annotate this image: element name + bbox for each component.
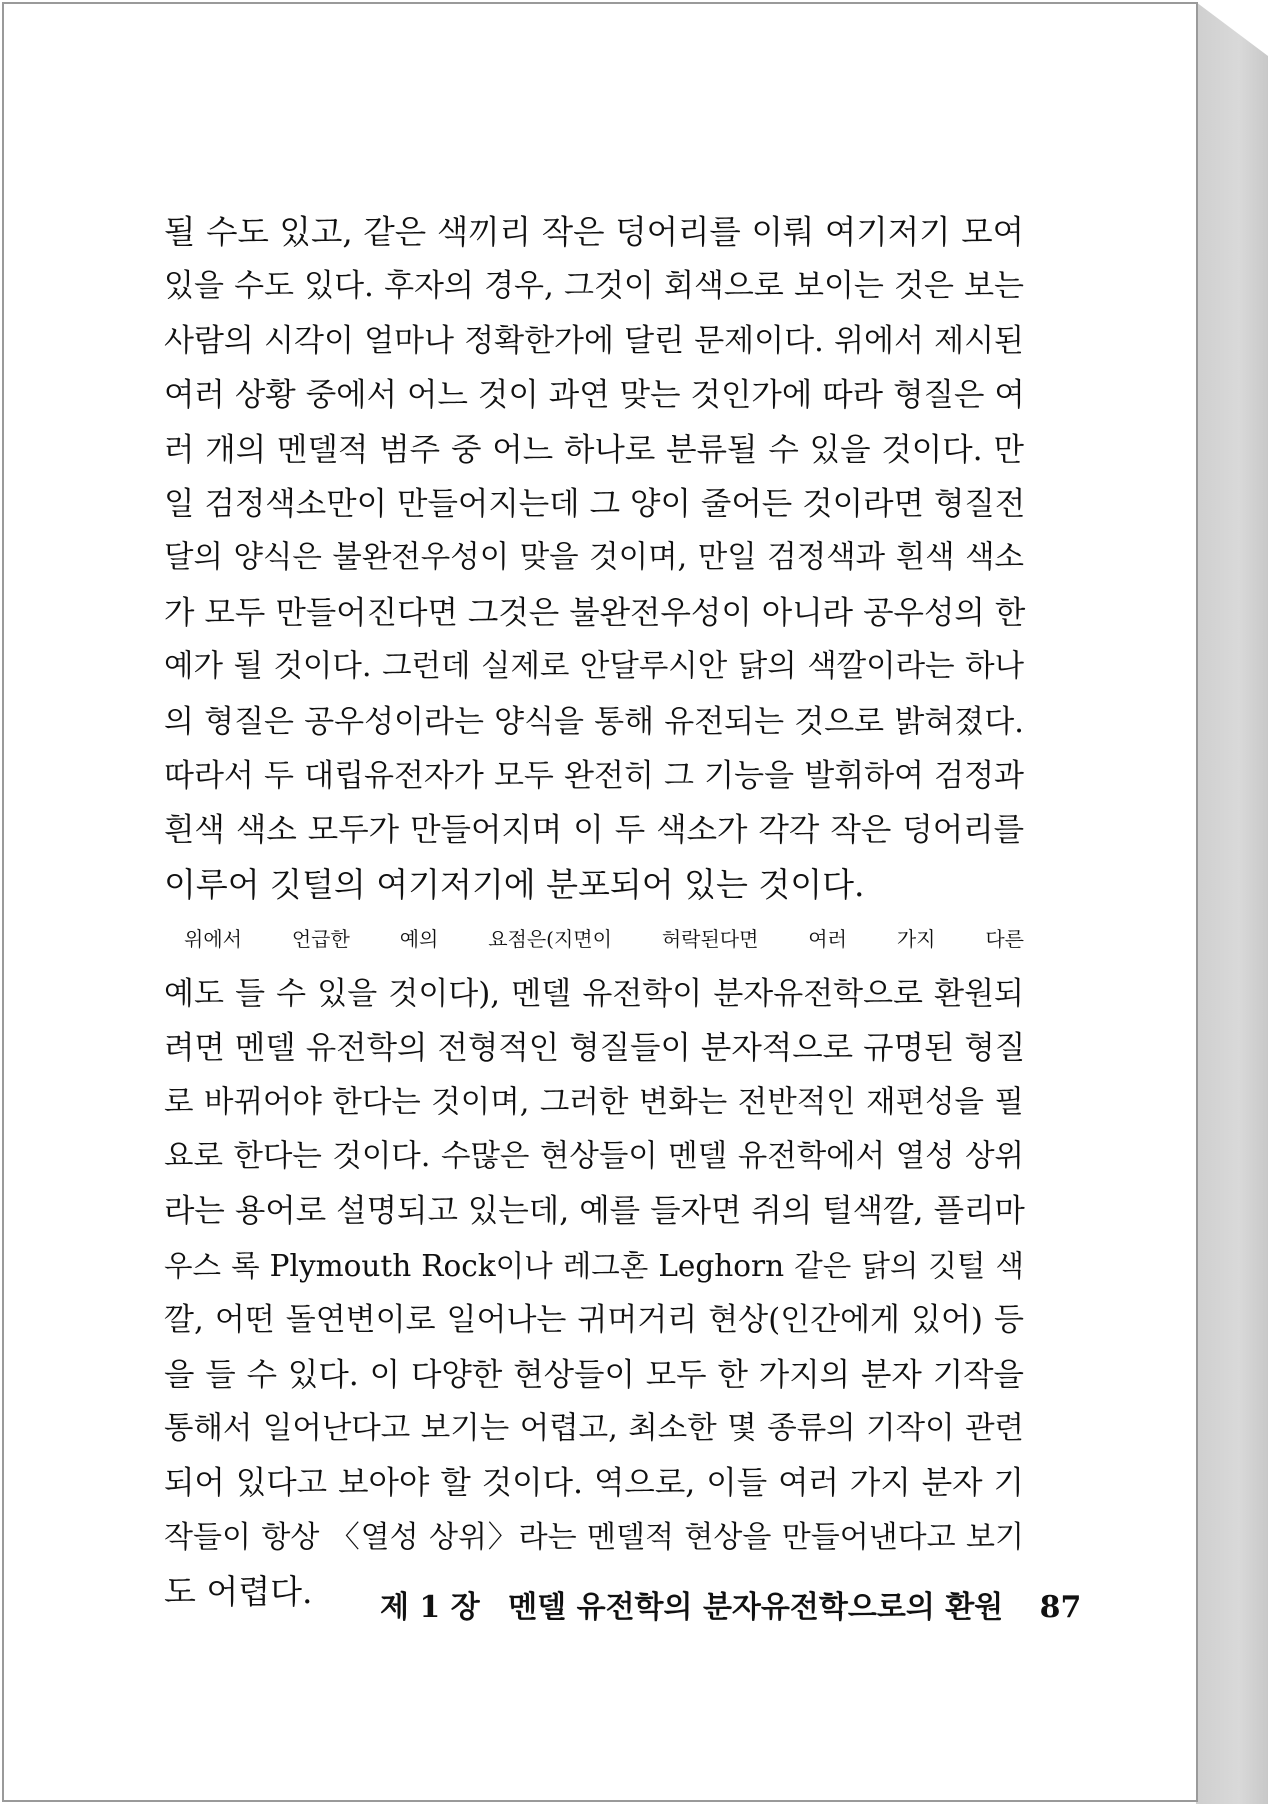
text-line: 의 형질은 공우성이라는 양식을 통해 유전되는 것으로 밝혀졌다. [164, 703, 1024, 740]
text-line: 이루어 깃털의 여기저기에 분포되어 있는 것이다. [164, 864, 865, 904]
text-line: 우스 록 Plymouth Rock이나 레그혼 Leghorn 같은 닭의 깃털 색 [164, 1248, 1024, 1283]
text-line: 로 바뀌어야 한다는 것이며, 그러한 변화는 전반적인 재편성을 필 [164, 1084, 1024, 1120]
book-spine-edge [1196, 2, 1268, 1804]
text-line: 통해서 일어난다고 보기는 어렵고, 최소한 몇 종류의 기작이 관련 [164, 1410, 1024, 1446]
page-number: 87 [1039, 1590, 1082, 1625]
text-line: 깔, 어떤 돌연변이로 일어나는 귀머거리 현상(인간에게 있어) 등 [164, 1302, 1024, 1339]
running-footer [380, 1582, 1082, 1626]
text-line: 위에서 언급한 예의 요점은(지면이 허락된다면 여러 가지 다른 [184, 927, 1024, 952]
text-line: 흰색 색소 모두가 만들어지며 이 두 색소가 각각 작은 덩어리를 [164, 812, 1024, 849]
footer-chapter: 제 1 장 [380, 1590, 480, 1625]
text-line: 예가 될 것이다. 그런데 실제로 안달루시안 닭의 색깔이라는 하나 [164, 649, 1024, 685]
text-line: 도 어렵다. [164, 1572, 313, 1612]
text-line: 려면 멘델 유전학의 전형적인 형질들이 분자적으로 규명된 형질 [164, 1030, 1026, 1067]
text-line: 요로 한다는 것이다. 수많은 현상들이 멘델 유전학에서 열성 상위 [164, 1138, 1024, 1174]
text-line: 작들이 항상 〈열성 상위〉라는 멘델적 현상을 만들어낸다고 보기 [164, 1519, 1024, 1555]
text-line: 일 검정색소만이 만들어지는데 그 양이 줄어든 것이라면 형질전 [164, 486, 1026, 523]
footer-title: 멘델 유전학의 분자유전학으로의 환원 [508, 1590, 1004, 1625]
body-text [164, 205, 1024, 1620]
text-line: 예도 들 수 있을 것이다), 멘델 유전학이 분자유전학으로 환원되 [164, 975, 1024, 1012]
text-line: 있을 수도 있다. 후자의 경우, 그것이 회색으로 보이는 것은 보는 [164, 268, 1024, 305]
text-line: 달의 양식은 불완전우성이 맞을 것이며, 만일 검정색과 흰색 색소 [164, 540, 1024, 576]
text-line: 을 들 수 있다. 이 다양한 현상들이 모두 한 가지의 분자 기작을 [164, 1356, 1024, 1393]
text-line: 가 모두 만들어진다면 그것은 불완전우성이 아니라 공우성의 한 [164, 594, 1026, 631]
text-line: 여러 상황 중에서 어느 것이 과연 맞는 것인가에 따라 형질은 여 [164, 377, 1025, 414]
text-line: 라는 용어로 설명되고 있는데, 예를 들자면 쥐의 털색깔, 플리마 [164, 1193, 1025, 1230]
text-line: 사람의 시각이 얼마나 정확한가에 달린 문제이다. 위에서 제시된 [164, 322, 1024, 359]
text-line: 될 수도 있고, 같은 색끼리 작은 덩어리를 이뤄 여기저기 모여 [164, 213, 1024, 251]
text-line: 따라서 두 대립유전자가 모두 완전히 그 기능을 발휘하여 검정과 [164, 758, 1024, 795]
text-line: 러 개의 멘델적 범주 중 어느 하나로 분류될 수 있을 것이다. 만 [164, 431, 1024, 468]
text-line: 되어 있다고 보아야 할 것이다. 역으로, 이들 여러 가지 분자 기 [164, 1465, 1024, 1502]
